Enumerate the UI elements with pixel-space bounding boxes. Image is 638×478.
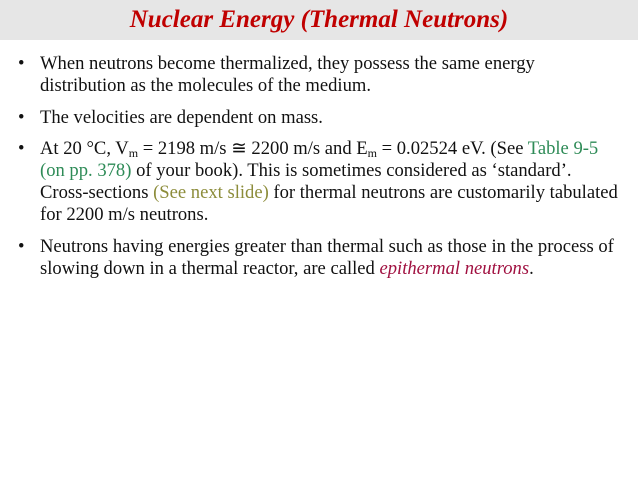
bullet-text-part: of your book). This is sometimes considered as ‘standard’. Cross-sections (40, 160, 572, 203)
bullet-list (18, 53, 618, 289)
bullet-item-4 (18, 236, 618, 280)
table-reference-link[interactable]: Table 9-5 (on pp. 378) (40, 138, 599, 181)
bullet-item-2 (18, 107, 618, 129)
subscript-m: m (367, 146, 377, 160)
bullet-item-3 (18, 138, 618, 226)
bullet-icon: • (18, 106, 25, 128)
bullet-text: The velocities are dependent on mass. (40, 106, 323, 128)
bullet-text-part: Neutrons having energies greater than thermal such as those in the process of slowing down in a thermal reactor, are called (40, 235, 614, 279)
bullet-icon: • (18, 138, 25, 159)
emphasis-term: epithermal neutrons (379, 257, 530, 279)
bullet-icon: • (18, 235, 25, 257)
bullet-text: When neutrons become thermalized, they possess the same energy distribution as the molecules of the medium. (40, 53, 535, 96)
bullet-text-part: At 20 °C, V (40, 138, 129, 159)
bullet-text-part: . (529, 257, 534, 279)
bullet-text-part: for thermal neutrons are customarily tabulated for 2200 m/s neutrons. (40, 182, 618, 225)
next-slide-link[interactable]: (See next slide) (153, 182, 269, 203)
bullet-icon: • (18, 53, 25, 74)
slide-title: Nuclear Energy (Thermal Neutrons) (129, 6, 509, 33)
bullet-item-1 (18, 53, 618, 97)
subscript-m: m (128, 146, 139, 160)
bullet-text-part: = 0.02524 eV. (See (376, 138, 528, 159)
bullet-text-part: = 2198 m/s ≅ 2200 m/s and E (138, 138, 368, 159)
